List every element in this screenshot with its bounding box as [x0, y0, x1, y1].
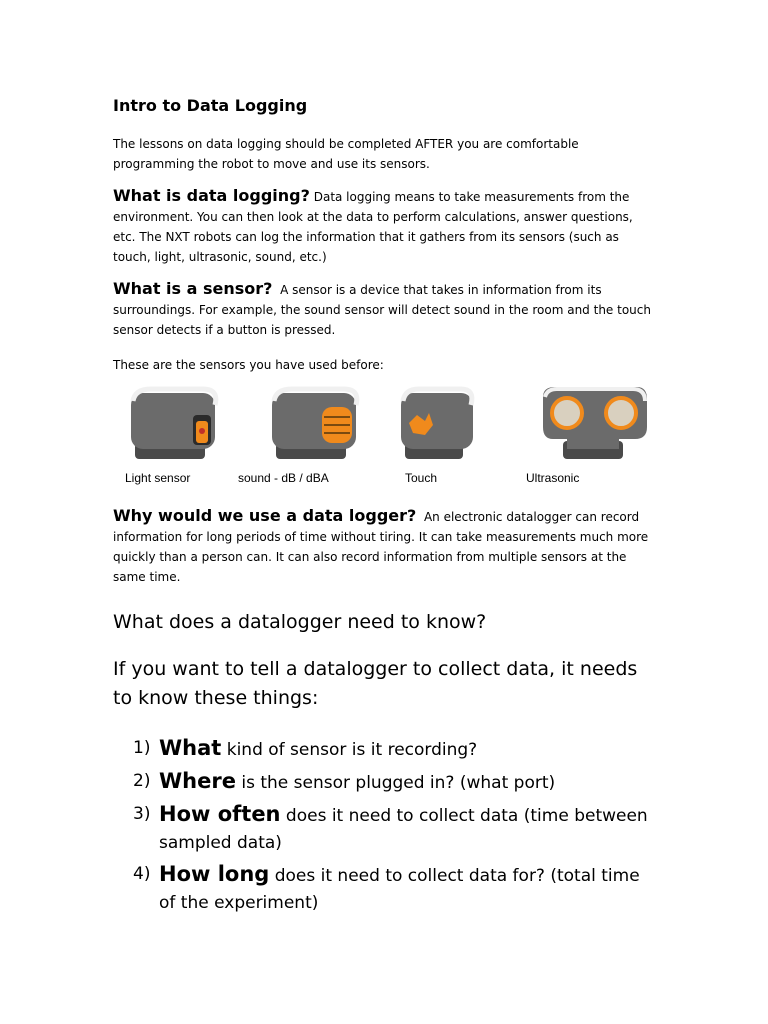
touch-sensor-label: Touch [405, 471, 438, 485]
why-logger-heading: Why would we use a data logger? [113, 506, 417, 525]
why-logger-paragraph [113, 506, 658, 587]
light-sensor [123, 383, 233, 491]
light-sensor-label: Light sensor [125, 471, 191, 485]
list-keyword: What [159, 736, 222, 760]
requirements-list [113, 735, 658, 917]
sound-sensor-label: sound - dB / dBA [238, 471, 329, 485]
list-item [113, 801, 658, 857]
sound-sensor-icon [264, 383, 364, 463]
ultrasonic-sensor-icon [533, 383, 651, 463]
sensor-heading: What is a sensor? [113, 279, 273, 298]
list-text: is the sensor plugged in? (what port) [235, 773, 556, 793]
sensor-figure [113, 383, 653, 491]
sensor-text: A sensor is a device that takes in information from its surroundings. For example, the sound sensor will detect sound in the room and the touch sensor detects if a button is pressed. [113, 283, 651, 337]
why-logger-text: An electronic datalogger can record information for long periods of time without tiring. It can take measurements much more quickly than a person can. It can also record information from multiple sensors at the same time. [113, 510, 649, 584]
list-text: kind of sensor is it recording? [221, 740, 478, 760]
list-text: does it need to collect data (time between sampled data) [159, 806, 648, 853]
page-title: Intro to Data Logging [113, 96, 308, 115]
sound-sensor [238, 383, 388, 491]
list-keyword: How often [159, 802, 281, 826]
list-item [113, 735, 658, 764]
document-page [113, 94, 658, 917]
list-keyword: Where [159, 769, 236, 793]
list-number: 2) [133, 771, 151, 791]
sensor-paragraph [113, 279, 658, 340]
touch-sensor [395, 383, 485, 491]
data-logging-paragraph [113, 186, 658, 267]
list-number: 1) [133, 738, 151, 758]
need-to-know-heading: What does a datalogger need to know? [113, 611, 487, 633]
list-item [113, 861, 658, 917]
sensors-intro: These are the sensors you have used before: [113, 358, 384, 372]
list-number: 4) [133, 864, 151, 884]
list-number: 3) [133, 804, 151, 824]
list-keyword: How long [159, 862, 270, 886]
ultrasonic-sensor-label: Ultrasonic [526, 471, 580, 485]
list-text: does it need to collect data for? (total time of the experiment) [159, 866, 640, 913]
list-item [113, 768, 658, 797]
intro-paragraph: The lessons on data logging should be completed AFTER you are comfortable programming the robot to move and use its sensors. [113, 137, 579, 171]
touch-sensor-icon [395, 383, 479, 463]
need-to-know-intro: If you want to tell a datalogger to collect data, it needs to know these things: [113, 658, 638, 709]
data-logging-text: Data logging means to take measurements from the environment. You can then look at the data to perform calculations, answer questions, etc. The NXT robots can log the information that it gathers from its sensors (such as touch, light, ultrasonic, sound, etc.) [113, 190, 633, 264]
ultrasonic-sensor [526, 383, 653, 491]
data-logging-heading: What is data logging? [113, 186, 310, 205]
light-sensor-icon [123, 383, 223, 463]
